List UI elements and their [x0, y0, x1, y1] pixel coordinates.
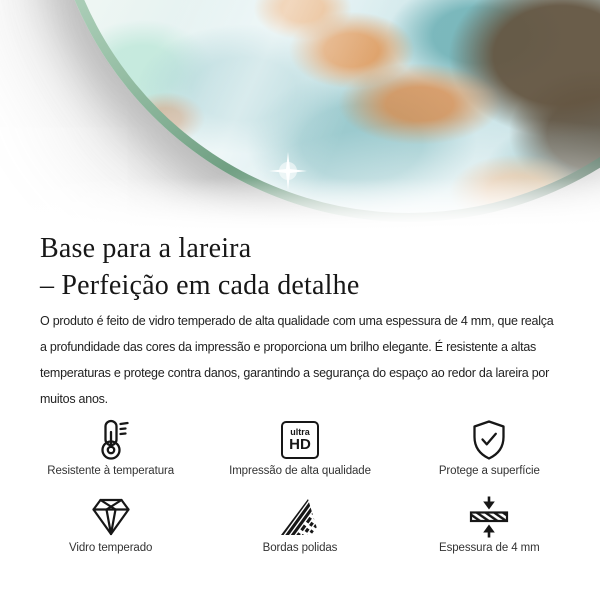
feature-thickness — [395, 495, 584, 554]
feature-label: Espessura de 4 mm — [439, 542, 540, 554]
description-line: temperaturas e protege contra danos, garantindo a segurança do espaço ao redor da lareira por — [40, 366, 550, 380]
description-line: a profundidade das cores da impressão e proporciona um brilho elegante. É resistente a altas — [40, 340, 537, 354]
title-line-1: Base para a lareira — [40, 233, 252, 264]
glass-disc — [46, 0, 600, 222]
features-grid — [16, 418, 584, 554]
page-title — [40, 230, 560, 304]
title-line-2: – Perfeição em cada detalhe — [40, 270, 360, 301]
feature-label: Bordas polidas — [262, 542, 338, 554]
description-line: muitos anos. — [40, 392, 108, 406]
diamond-icon — [89, 495, 133, 539]
feature-label: Vidro temperado — [69, 542, 153, 554]
shield-check-icon — [467, 418, 511, 462]
polished-edges-icon — [278, 495, 322, 539]
feature-label: Resistente à temperatura — [47, 465, 175, 477]
feature-print-quality — [205, 418, 394, 477]
feature-label: Protege a superfície — [438, 465, 540, 477]
feature-polished-edges — [205, 495, 394, 554]
feature-tempered-glass — [16, 495, 205, 554]
hero-image — [0, 0, 600, 230]
ultra-hd-text-top: ultra — [290, 427, 310, 437]
ultra-hd-icon — [281, 418, 319, 462]
thickness-icon — [467, 495, 511, 539]
thermometer-icon — [89, 418, 133, 462]
ultra-hd-box — [281, 421, 319, 459]
feature-label: Impressão de alta qualidade — [229, 465, 371, 477]
product-description — [40, 308, 560, 412]
ultra-hd-text-bottom: HD — [289, 436, 311, 453]
feature-temperature — [16, 418, 205, 477]
feature-protection — [395, 418, 584, 477]
description-line: O produto é feito de vidro temperado de alta qualidade com uma espessura de 4 mm, que realça — [40, 314, 554, 328]
marble-print — [55, 0, 600, 213]
